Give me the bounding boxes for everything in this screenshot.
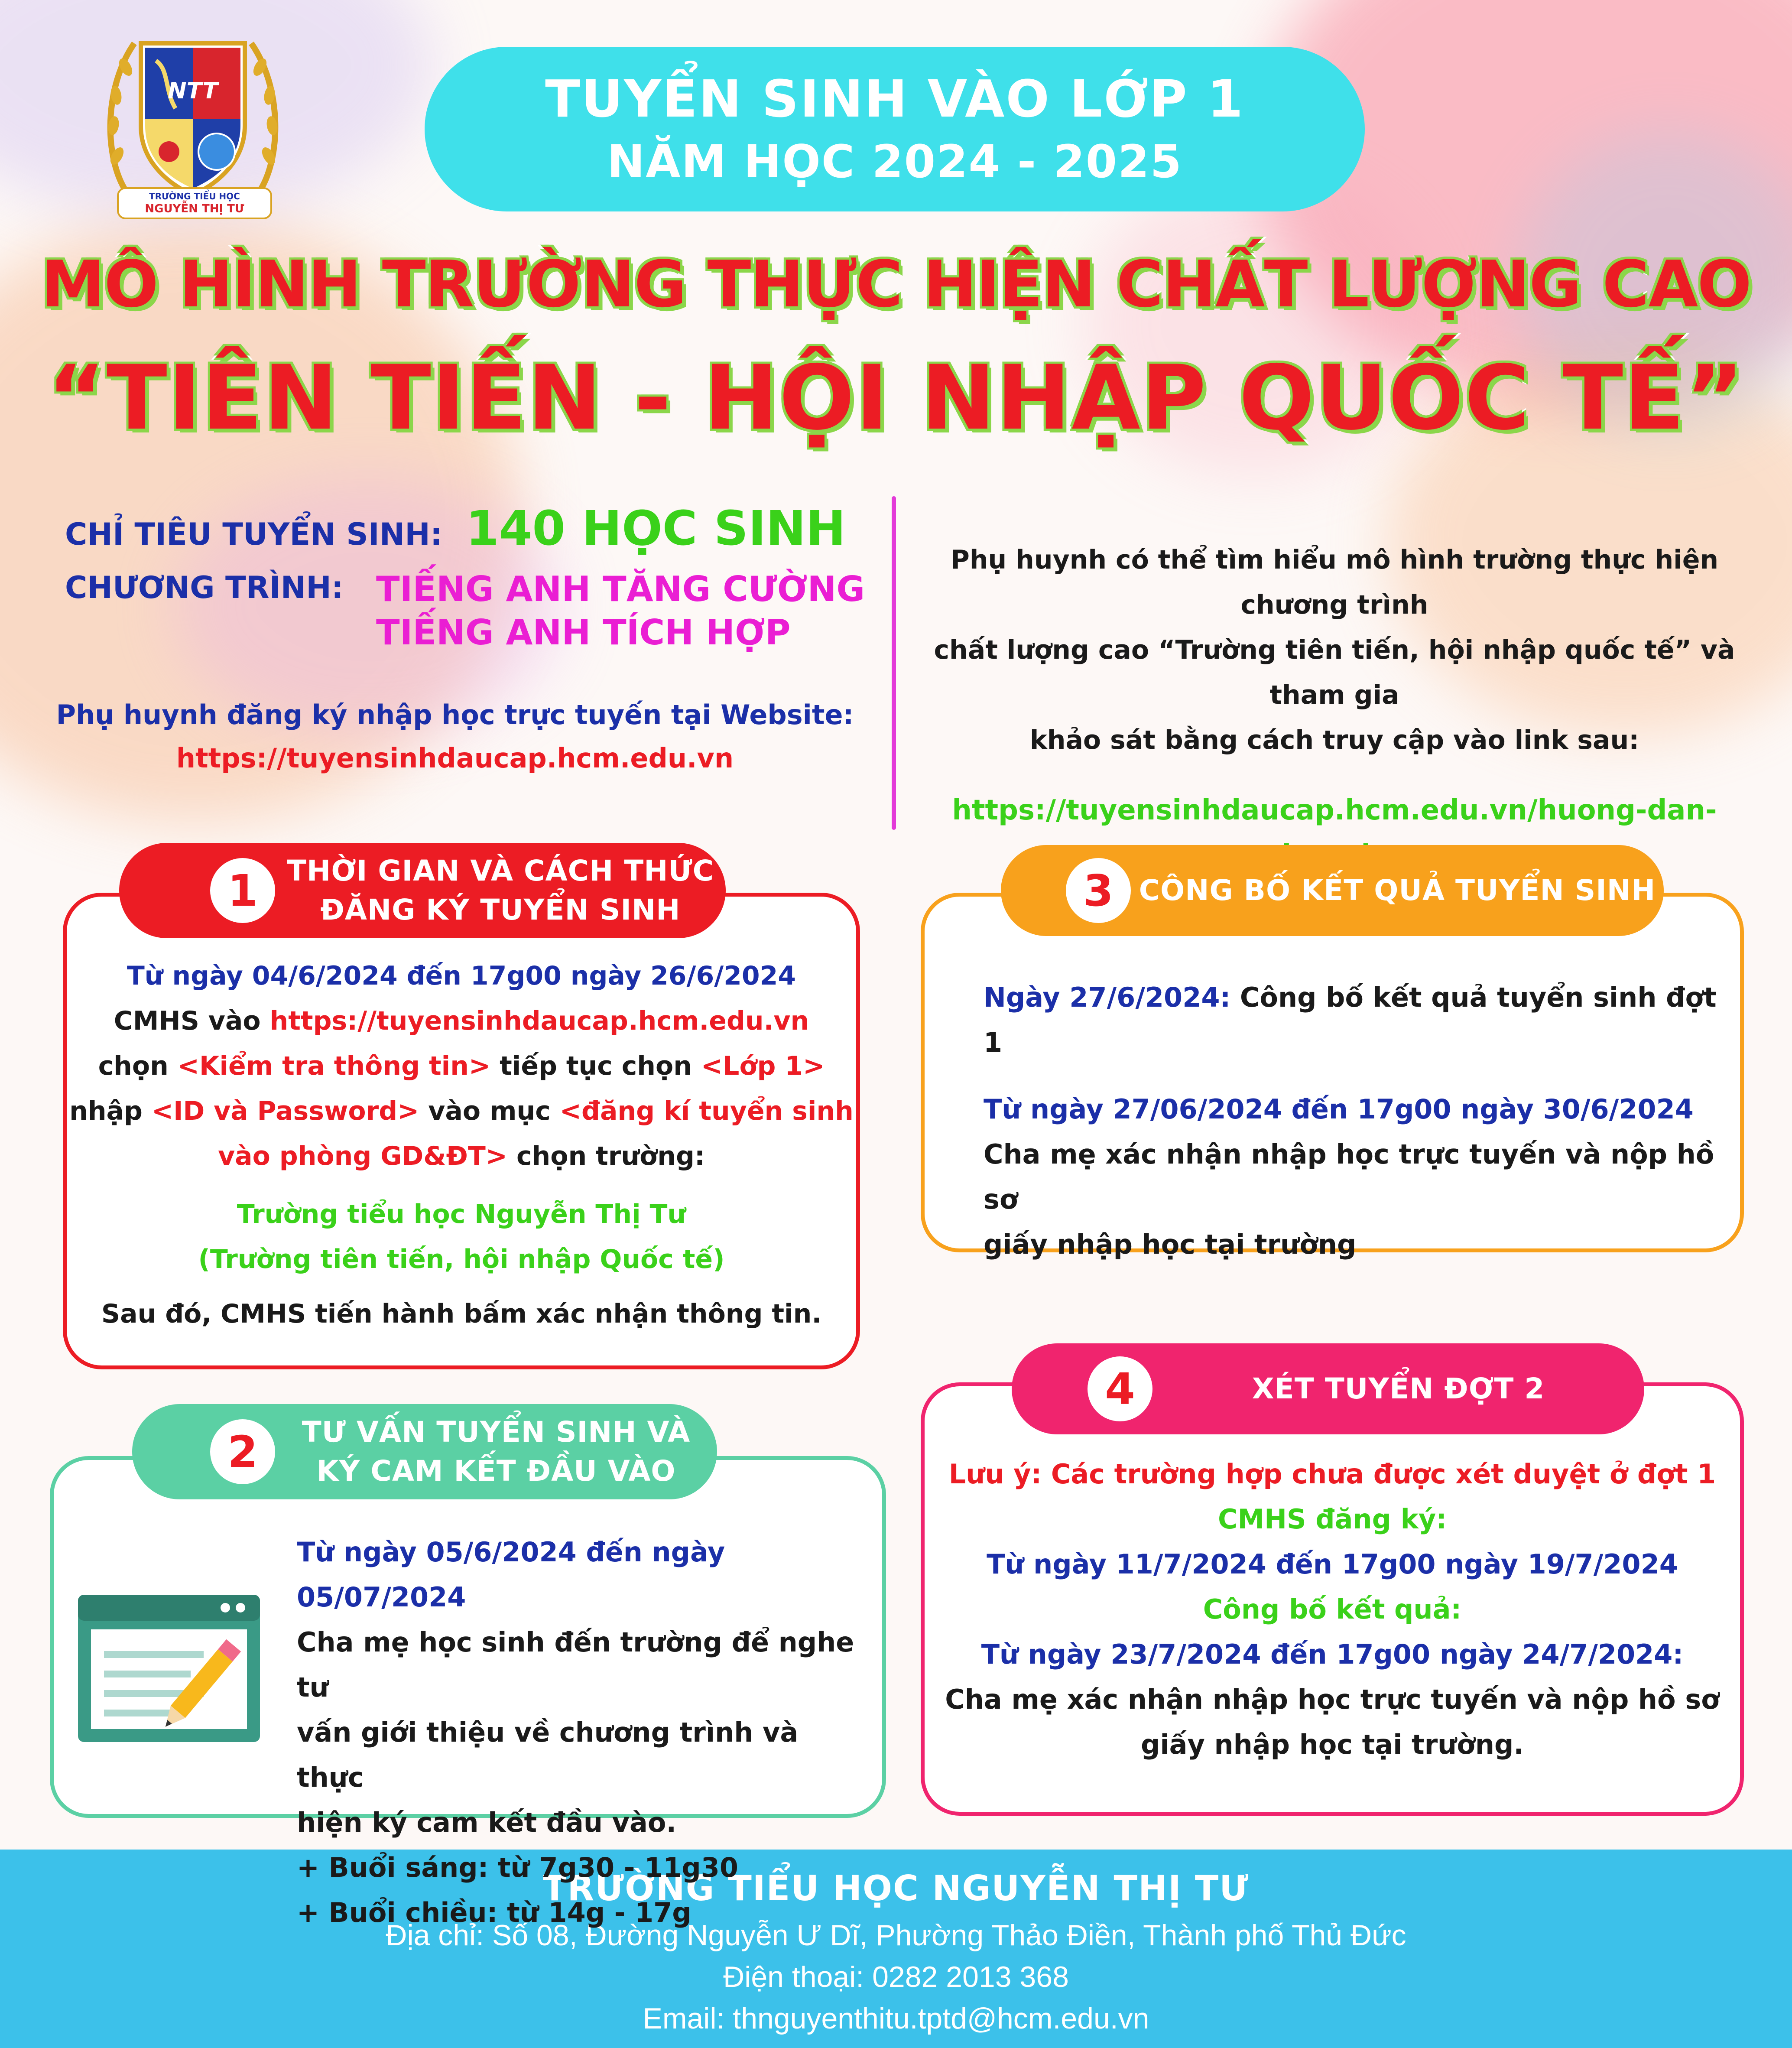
section1-title-line: ĐĂNG KÝ TUYỂN SINH	[320, 893, 681, 926]
header-line2: NĂM HỌC 2024 - 2025	[607, 135, 1182, 188]
section4-title: XÉT TUYỂN ĐỢT 2	[1252, 1372, 1545, 1405]
section3-date1: Ngày 27/6/2024:	[984, 982, 1231, 1013]
section3-title: CÔNG BỐ KẾT QUẢ TUYỂN SINH	[1139, 874, 1656, 907]
footer-address: Địa chỉ: Số 08, Đường Nguyễn Ư Dĩ, Phường Thảo Điền, Thành phố Thủ Đức	[386, 1919, 1406, 1952]
footer-phone: Điện thoại: 0282 2013 368	[723, 1960, 1069, 1993]
section2-header	[132, 1404, 717, 1499]
document-pencil-icon	[78, 1590, 269, 1746]
section2-content	[297, 1530, 869, 1935]
survey-url[interactable]: https://tuyensinhdaucap.hcm.edu.vn/huong-dan-	[952, 794, 1717, 826]
section1-text: nhập	[69, 1096, 152, 1126]
section1-text: CMHS vào	[114, 1006, 270, 1036]
section1-school: Trường tiểu học Nguyễn Thị Tư	[237, 1199, 686, 1229]
section3-content	[984, 975, 1729, 1267]
section1-after: Sau đó, CMHS tiến hành bấm xác nhận thông tin.	[101, 1299, 822, 1329]
section1-option: <Kiểm tra thông tin>	[177, 1051, 491, 1081]
register-block	[43, 693, 867, 780]
section1-text: tiếp tục chọn	[490, 1051, 701, 1081]
header-pill	[425, 47, 1365, 211]
section3-text: Công bố kết quả tuyển sinh đợt 1	[984, 982, 1717, 1058]
section2-number: 2	[210, 1419, 275, 1484]
section2-title-line: KÝ CAM KẾT ĐẦU VÀO	[316, 1454, 676, 1488]
section1-option: <đăng kí tuyển sinh	[559, 1096, 854, 1126]
logo-line2: NGUYỄN THỊ TƯ	[145, 202, 244, 215]
section1-number: 1	[210, 858, 275, 923]
section1-header	[119, 843, 726, 938]
section2-line: + Buổi chiều: từ 14g - 17g	[297, 1897, 691, 1928]
section3-number: 3	[1066, 858, 1131, 923]
section1-text: vào mục	[419, 1096, 560, 1126]
section1-option: vào phòng GD&ĐT>	[218, 1141, 508, 1171]
section4-reg-label: CMHS đăng ký:	[1217, 1503, 1447, 1535]
footer-email[interactable]: Email: thnguyenthitu.tptd@hcm.edu.vn	[643, 2002, 1149, 2035]
footer	[0, 1850, 1792, 2048]
header-line1: TUYỂN SINH VÀO LỚP 1	[545, 69, 1244, 129]
headline-line1: MÔ HÌNH TRƯỜNG THỰC HIỆN CHẤT LƯỢNG CAO	[41, 247, 1751, 322]
section4-content	[925, 1452, 1740, 1767]
section4-line: Cha mẹ xác nhận nhập học trực tuyến và nộp hồ sơ	[945, 1684, 1720, 1715]
program-label: CHƯƠNG TRÌNH:	[65, 570, 344, 605]
section4-res-date: Từ ngày 23/7/2024 đến 17g00 ngày 24/7/2024:	[981, 1638, 1684, 1670]
section2-line: vấn giới thiệu về chương trình và thực	[297, 1716, 799, 1793]
quota-label: CHỈ TIÊU TUYỂN SINH:	[65, 517, 442, 552]
section4-header	[1012, 1343, 1644, 1434]
section4-number: 4	[1088, 1356, 1152, 1421]
school-logo	[100, 26, 286, 221]
section3-line: Cha mẹ xác nhận nhập học trực tuyến và nộp hồ sơ	[984, 1138, 1714, 1215]
quota-row	[65, 501, 846, 556]
register-url[interactable]: https://tuyensinhdaucap.hcm.edu.vn	[176, 742, 734, 774]
program-item: TIẾNG ANH TĂNG CƯỜNG	[376, 569, 865, 609]
logo-line1: TRƯỜNG TIỂU HỌC	[149, 191, 240, 202]
headline-line2: “TIÊN TIẾN - HỘI NHẬP QUỐC TẾ”	[47, 347, 1745, 450]
section4-line: giấy nhập học tại trường.	[1141, 1729, 1524, 1760]
section1-text: chọn	[98, 1051, 178, 1081]
section4-reg-date: Từ ngày 11/7/2024 đến 17g00 ngày 19/7/2024	[987, 1548, 1678, 1580]
vertical-divider	[892, 496, 896, 830]
section2-line: Cha mẹ học sinh đến trường để nghe tư	[297, 1626, 854, 1703]
section4-note: Lưu ý: Các trường hợp chưa được xét duyệt ở đợt 1	[948, 1458, 1716, 1490]
section1-option: <Lớp 1>	[701, 1051, 825, 1081]
survey-line: khảo sát bằng cách truy cập vào link sau:	[1029, 725, 1639, 755]
section1-url[interactable]: https://tuyensinhdaucap.hcm.edu.vn	[269, 1006, 809, 1036]
section4-res-label: Công bố kết quả:	[1203, 1593, 1462, 1625]
section2-line: + Buổi sáng: từ 7g30 - 11g30	[297, 1852, 739, 1883]
program-list	[376, 568, 865, 654]
section1-date: Từ ngày 04/6/2024 đến 17g00 ngày 26/6/2024	[127, 961, 796, 991]
survey-block	[910, 537, 1759, 878]
register-text: Phụ huynh đăng ký nhập học trực tuyến tại Website:	[56, 699, 854, 731]
survey-line: chất lượng cao “Trường tiên tiến, hội nhập quốc tế” và tham gia	[934, 635, 1735, 710]
section1-option: <ID và Password>	[151, 1096, 419, 1126]
section2-line: hiện ký cam kết đầu vào.	[297, 1807, 677, 1838]
quota-value: 140 HỌC SINH	[466, 501, 846, 556]
section1-title-line: THỜI GIAN VÀ CÁCH THỨC	[286, 854, 714, 887]
section3-line: giấy nhập học tại trường	[984, 1229, 1357, 1260]
section1-text: chọn trường:	[507, 1141, 705, 1171]
logo-mark: NTT	[168, 78, 218, 104]
program-item: TIẾNG ANH TÍCH HỢP	[376, 612, 791, 653]
footer-school-name: TRƯỜNG TIỂU HỌC NGUYỄN THỊ TƯ	[542, 1868, 1250, 1908]
survey-line: Phụ huynh có thể tìm hiểu mô hình trường thực hiện chương trình	[950, 545, 1719, 620]
section3-header	[1001, 845, 1664, 936]
section2-date: Từ ngày 05/6/2024 đến ngày 05/07/2024	[297, 1536, 725, 1613]
section1-content	[65, 953, 858, 1336]
section3-date2: Từ ngày 27/06/2024 đến 17g00 ngày 30/6/2024	[984, 1093, 1694, 1125]
section2-title-line: TƯ VẤN TUYỂN SINH VÀ	[302, 1415, 691, 1449]
section1-school-note: (Trường tiên tiến, hội nhập Quốc tế)	[198, 1244, 725, 1274]
